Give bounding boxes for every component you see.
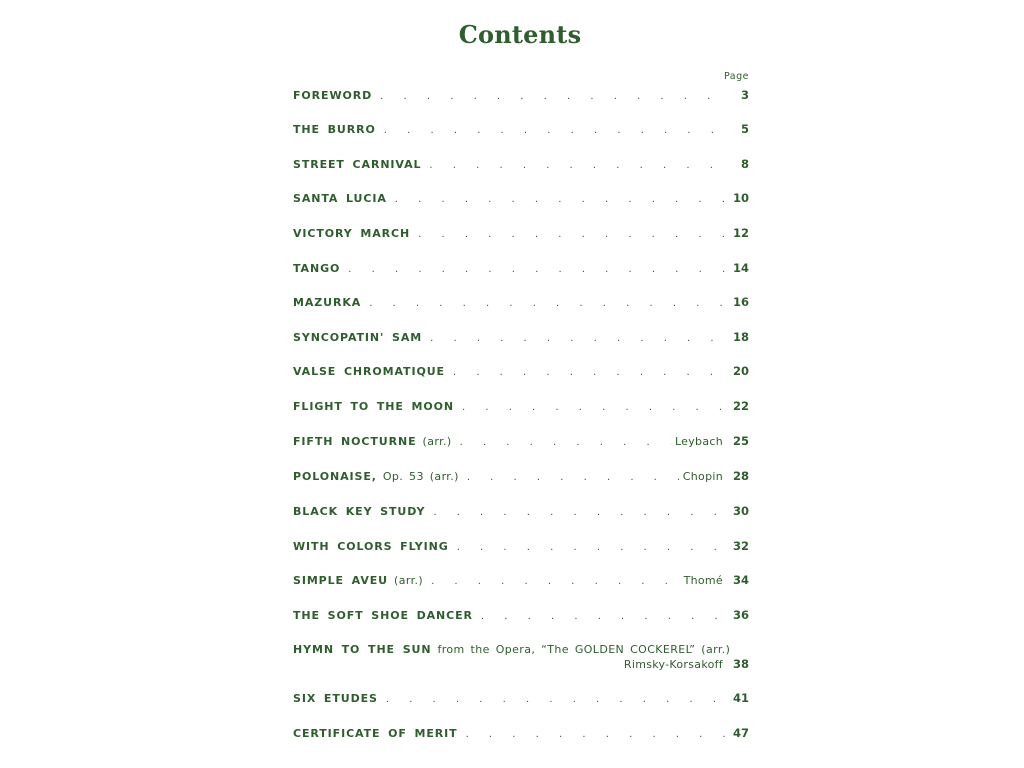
entry-title: MAZURKA [293,296,362,309]
entry-page: 8 [740,157,749,171]
entry-page: 3 [740,88,749,102]
entry-title: SIMPLE AVEU [293,574,389,587]
toc-entry[interactable] [293,293,749,311]
toc-entry[interactable] [293,224,749,242]
toc-entry[interactable] [293,502,749,520]
leader-dots [429,157,729,175]
toc-entry[interactable] [293,467,749,485]
leader-dots [460,434,671,452]
toc-entry[interactable] [293,724,749,742]
leader-dots [457,539,729,557]
toc-entry[interactable] [293,606,749,624]
toc-entry[interactable] [293,189,749,207]
entry-page: 32 [733,539,750,553]
entry-title: SIX ETUDES [293,692,378,705]
toc-entry-continuation [293,655,749,673]
toc-entry[interactable] [293,328,749,346]
page-column-header: Page [724,71,749,82]
entry-title: TANGO [293,262,341,275]
entry-page: 36 [733,608,750,622]
entry-page: 14 [733,261,750,275]
leader-dots [431,573,680,591]
toc-entry[interactable] [293,155,749,173]
entry-composer: Chopin [682,470,723,483]
entry-composer: Thomé [683,574,723,587]
entry-page: 22 [733,399,750,413]
entry-page: 12 [733,226,750,240]
entry-page: 41 [733,691,750,705]
entry-title: FOREWORD [293,89,373,102]
leader-dots [453,364,729,382]
entry-composer: Leybach [674,435,723,448]
entry-subtitle: from the Opera, “The GOLDEN COCKEREL” (arr.) [437,643,731,656]
leader-dots [466,726,729,744]
toc-entry[interactable] [293,689,749,707]
entry-composer: Rimsky-Korsakoff [623,658,723,671]
toc-entry[interactable] [293,362,749,380]
leader-dots [386,691,729,709]
leader-dots [467,469,679,487]
entry-title: BLACK KEY STUDY [293,505,426,518]
entry-page: 5 [740,122,749,136]
leader-dots [348,261,729,279]
entry-title: FLIGHT TO THE MOON [293,400,454,413]
entry-title: POLONAISE, [293,470,377,483]
entry-page: 20 [733,364,750,378]
entry-title: HYMN TO THE SUN [293,643,432,656]
entry-title: FIFTH NOCTURNE [293,435,417,448]
page-title: Contents [458,20,582,49]
entry-page: 47 [733,726,750,740]
toc-entry[interactable] [293,120,749,138]
leader-dots [433,504,729,522]
leader-dots [430,330,729,348]
leader-dots [380,88,729,106]
leader-dots [369,295,729,313]
entry-subtitle: Op. 53 (arr.) [382,470,459,483]
entry-title: STREET CARNIVAL [293,158,422,171]
entry-subtitle: (arr.) [394,574,424,587]
entry-title: WITH COLORS FLYING [293,540,449,553]
entry-title: VALSE CHROMATIQUE [293,365,445,378]
entry-page: 34 [733,573,750,587]
entry-page: 16 [733,295,750,309]
leader-dots [418,226,729,244]
toc-entry[interactable] [293,571,749,589]
leader-dots [395,191,729,209]
entry-title: THE SOFT SHOE DANCER [293,609,473,622]
entry-title: CERTIFICATE OF MERIT [293,727,458,740]
entry-page: 10 [733,191,750,205]
entry-page: 25 [733,434,750,448]
toc-entry[interactable] [293,259,749,277]
entry-page: 30 [733,504,750,518]
entry-page: 18 [733,330,750,344]
entry-title: VICTORY MARCH [293,227,411,240]
entry-title: SANTA LUCIA [293,192,387,205]
toc-entry[interactable] [293,86,749,104]
entry-subtitle: (arr.) [422,435,452,448]
leader-dots [384,122,729,140]
leader-dots [462,399,729,417]
entry-page: 38 [732,657,749,671]
toc-entry[interactable] [293,397,749,415]
entry-title: SYNCOPATIN' SAM [293,331,423,344]
leader-dots [481,608,729,626]
toc-entry[interactable] [293,432,749,450]
entry-page: 28 [733,469,750,483]
entry-title: THE BURRO [293,123,376,136]
toc-entry[interactable] [293,537,749,555]
